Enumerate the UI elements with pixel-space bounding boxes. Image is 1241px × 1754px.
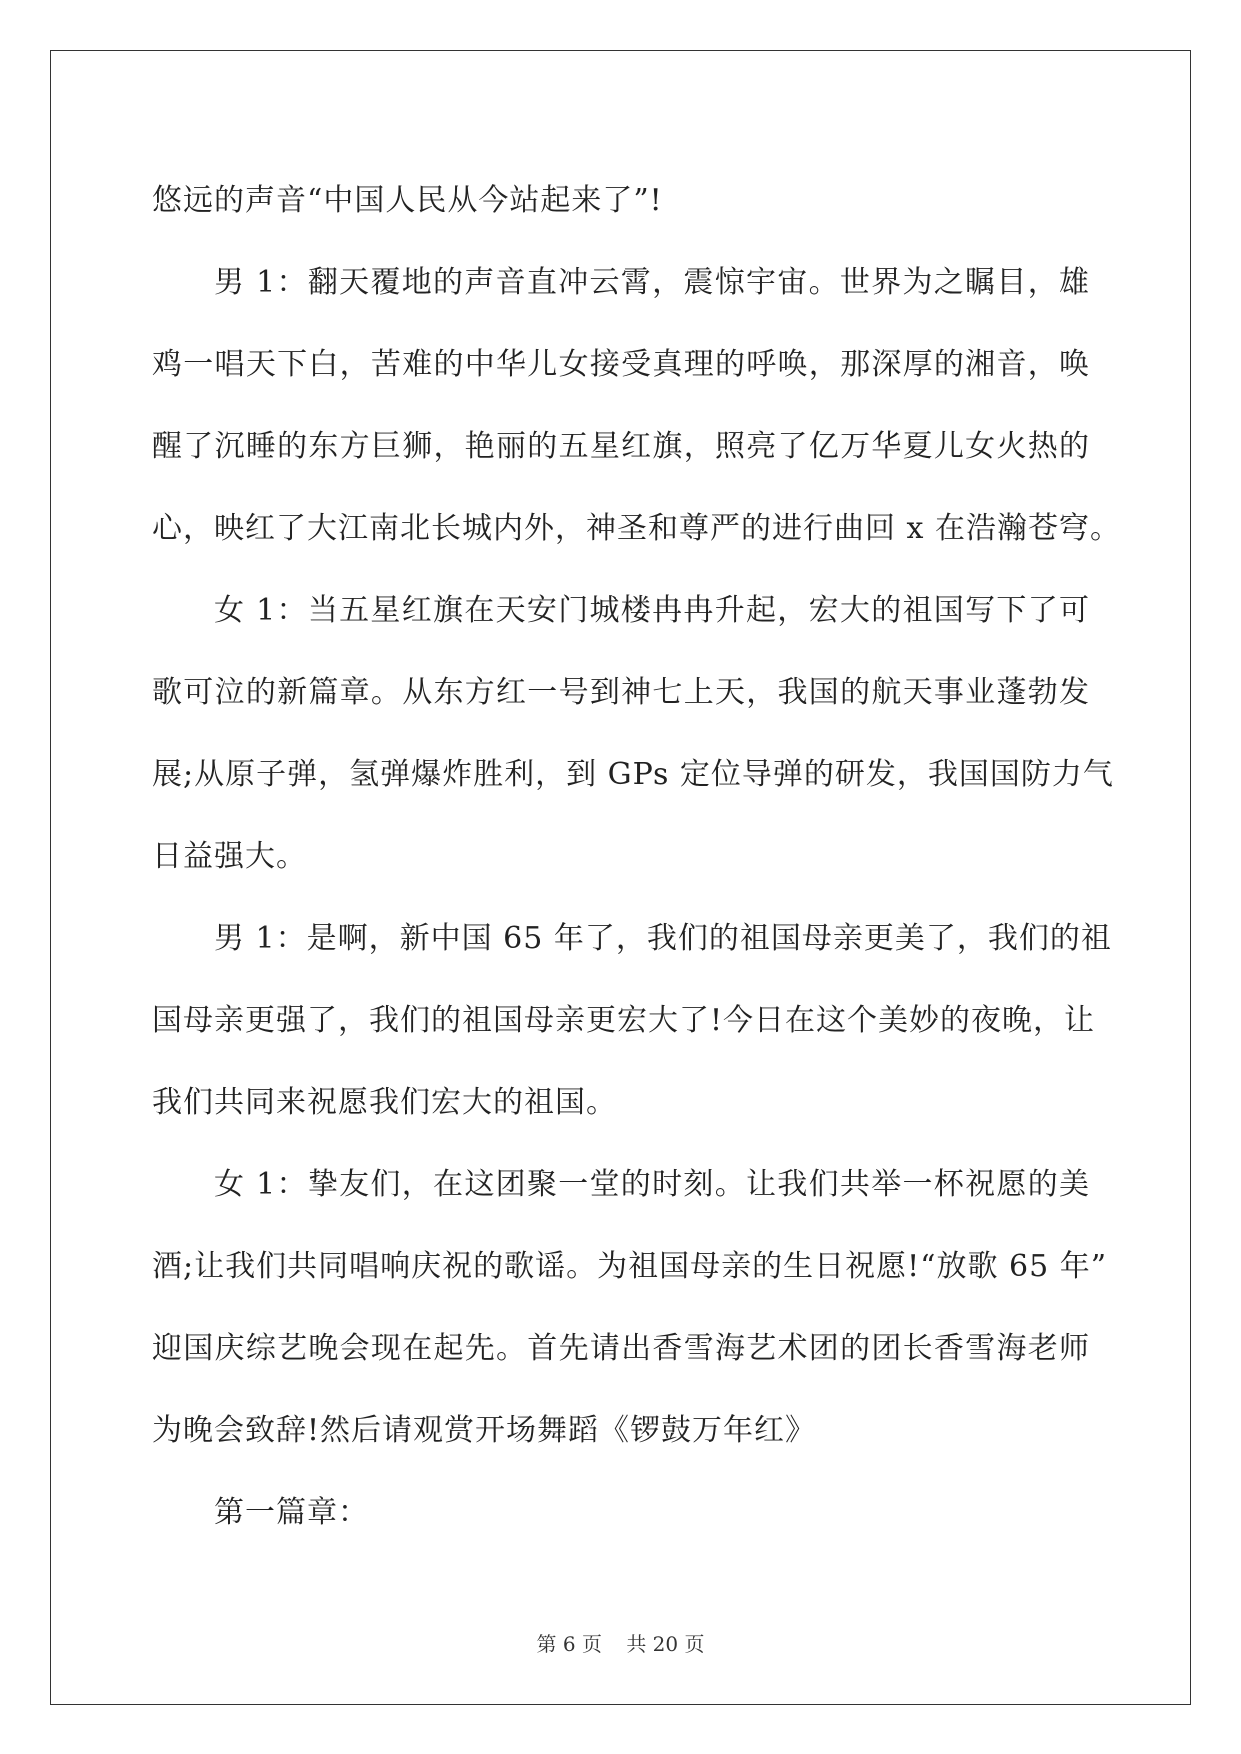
text-line-13: 女 1：挚友们，在这团聚一堂的时刻。让我们共举一杯祝愿的美 — [214, 1167, 1090, 1202]
text-line-14: 酒;让我们共同唱响庆祝的歌谣。为祖国母亲的生日祝愿!“放歌 65 年” — [152, 1249, 1108, 1284]
text-line-10: 男 1：是啊，新中国 65 年了，我们的祖国母亲更美了，我们的祖 — [214, 921, 1112, 956]
text-line-3: 鸡一唱天下白，苦难的中华儿女接受真理的呼唤，那深厚的湘音，唤 — [152, 347, 1090, 382]
page-number-current: 第 6 页 — [536, 1632, 602, 1656]
page-number-total: 共 20 页 — [626, 1632, 705, 1656]
text-line-6: 女 1：当五星红旗在天安门城楼冉冉升起，宏大的祖国写下了可 — [214, 593, 1090, 628]
text-line-7: 歌可泣的新篇章。从东方红一号到神七上天，我国的航天事业蓬勃发 — [152, 675, 1090, 710]
document-body — [152, 160, 1121, 1554]
page-footer — [0, 1628, 1241, 1657]
text-line-9: 日益强大。 — [152, 839, 307, 874]
text-line-5: 心，映红了大江南北长城内外，神圣和尊严的进行曲回 x 在浩瀚苍穹。 — [152, 511, 1121, 546]
text-line-12: 我们共同来祝愿我们宏大的祖国。 — [152, 1085, 617, 1120]
text-line-17: 第一篇章： — [214, 1495, 369, 1530]
text-line-8: 展;从原子弹，氢弹爆炸胜利，到 GPs 定位导弹的研发，我国国防力气 — [152, 757, 1114, 792]
text-line-15: 迎国庆综艺晚会现在起先。首先请出香雪海艺术团的团长香雪海老师 — [152, 1331, 1090, 1366]
text-line-2: 男 1：翻天覆地的声音直冲云霄，震惊宇宙。世界为之瞩目，雄 — [214, 265, 1090, 300]
text-line-1: 悠远的声音“中国人民从今站起来了”! — [152, 183, 663, 218]
text-line-16: 为晚会致辞!然后请观赏开场舞蹈《锣鼓万年红》 — [152, 1413, 817, 1448]
text-line-4: 醒了沉睡的东方巨狮，艳丽的五星红旗，照亮了亿万华夏儿女火热的 — [152, 429, 1090, 464]
text-line-11: 国母亲更强了，我们的祖国母亲更宏大了!今日在这个美妙的夜晚，让 — [152, 1003, 1096, 1038]
